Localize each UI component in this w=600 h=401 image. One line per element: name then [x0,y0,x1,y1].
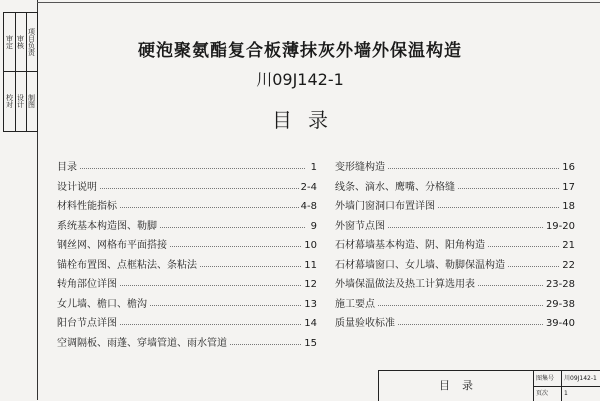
toc-entry [57,334,317,354]
toc-entry [335,217,575,237]
toc-entry-page: 23-28 [544,275,575,295]
toc-entry-label: 石材幕墙窗口、女儿墙、勒脚保温构造 [335,256,507,276]
toc-entry-page: 15 [302,334,317,354]
title-block-name: 目录 [379,371,534,401]
toc-entry-page: 21 [560,236,575,256]
toc-entry-label: 质量验收标准 [335,314,397,334]
toc-entry [335,275,575,295]
toc-entry-label: 锚栓布置图、点框粘法、条粘法 [57,256,199,276]
stamp-cell: 设计 [16,94,25,108]
stamp-cell: 审核 [15,13,26,72]
toc-left-column [57,158,317,353]
toc-entry-label: 钢丝网、网格布平面搭接 [57,236,169,256]
atlas-label: 图集号 [536,375,555,382]
stamp-cell: 制图 [27,94,36,108]
toc-entry-page: 12 [302,275,317,295]
toc-entry [335,178,575,198]
divider [561,386,562,401]
toc-entry [57,178,317,198]
title-block-atlas-row [534,371,600,387]
toc-entry-label: 系统基本构造图、勒脚 [57,217,159,237]
toc-entry-label: 外墙门窗洞口布置详图 [335,197,437,217]
toc-entry-page: 22 [560,256,575,276]
page-value: 1 [564,390,568,397]
toc-entry-label: 施工要点 [335,295,377,315]
title-block-page-row [534,386,600,401]
stamp-cell: 项目负责 [26,13,37,72]
toc-entry-page: 16 [560,158,575,178]
toc-entry-page: 29-38 [544,295,575,315]
stamp-cell: 审定 [4,13,15,72]
toc-entry-label: 空调隔板、雨蓬、穿墙管道、雨水管道 [57,334,229,354]
toc-entry-page: 39-40 [544,314,575,334]
toc-entry-label: 石材幕墙基本构造、阴、阳角构造 [335,236,487,256]
toc-entry-label: 外墙保温做法及热工计算选用表 [335,275,477,295]
toc-entry [335,158,575,178]
toc-entry-label: 转角部位详图 [57,275,119,295]
toc-entry [57,256,317,276]
toc-entry [57,295,317,315]
toc-entry-label: 阳台节点详图 [57,314,119,334]
toc-entry-page: 9 [309,217,317,237]
toc-entry-label: 设计说明 [57,178,99,198]
toc-entry-page: 17 [560,178,575,198]
divider [561,371,562,386]
toc-entry [335,197,575,217]
toc-entry-label: 线条、滴水、鹰嘴、分格缝 [335,178,457,198]
toc-entry [335,295,575,315]
toc-entry-label: 女儿墙、檐口、檐沟 [57,295,149,315]
toc-entry-page: 13 [302,295,317,315]
toc-entry-label: 变形缝构造 [335,158,387,178]
toc-right-column [335,158,575,334]
toc-entry-label: 目录 [57,158,79,178]
toc-entry [335,256,575,276]
toc-entry [57,314,317,334]
toc-entry [57,197,317,217]
toc-entry [335,236,575,256]
toc-entry [335,314,575,334]
toc-entry-page: 14 [302,314,317,334]
atlas-value: 川09J142-1 [564,375,597,382]
toc-entry-page: 19-20 [544,217,575,237]
document-title: 硬泡聚氨酯复合板薄抹灰外墙外保温构造 [138,41,462,61]
atlas-code: 川09J142-1 [256,70,344,89]
stamp-cell: 校对 [5,94,14,108]
toc-entry-page: 10 [302,236,317,256]
page-label: 页次 [536,390,549,397]
toc-entry [57,236,317,256]
contents-heading: 目录 [272,108,344,132]
toc-entry-page: 2-4 [299,178,317,198]
toc-entry [57,217,317,237]
toc-leader-line [57,168,305,169]
toc-entry-page: 18 [560,197,575,217]
toc-entry [57,275,317,295]
toc-entry-page: 11 [302,256,317,276]
toc-entry-page: 4-8 [299,197,317,217]
frame-border-top [37,2,600,3]
title-block [378,370,600,401]
toc-entry-label: 外窗节点图 [335,217,387,237]
toc-entry-label: 材料性能指标 [57,197,119,217]
toc-entry [57,158,317,178]
toc-entry-page: 1 [309,158,317,178]
